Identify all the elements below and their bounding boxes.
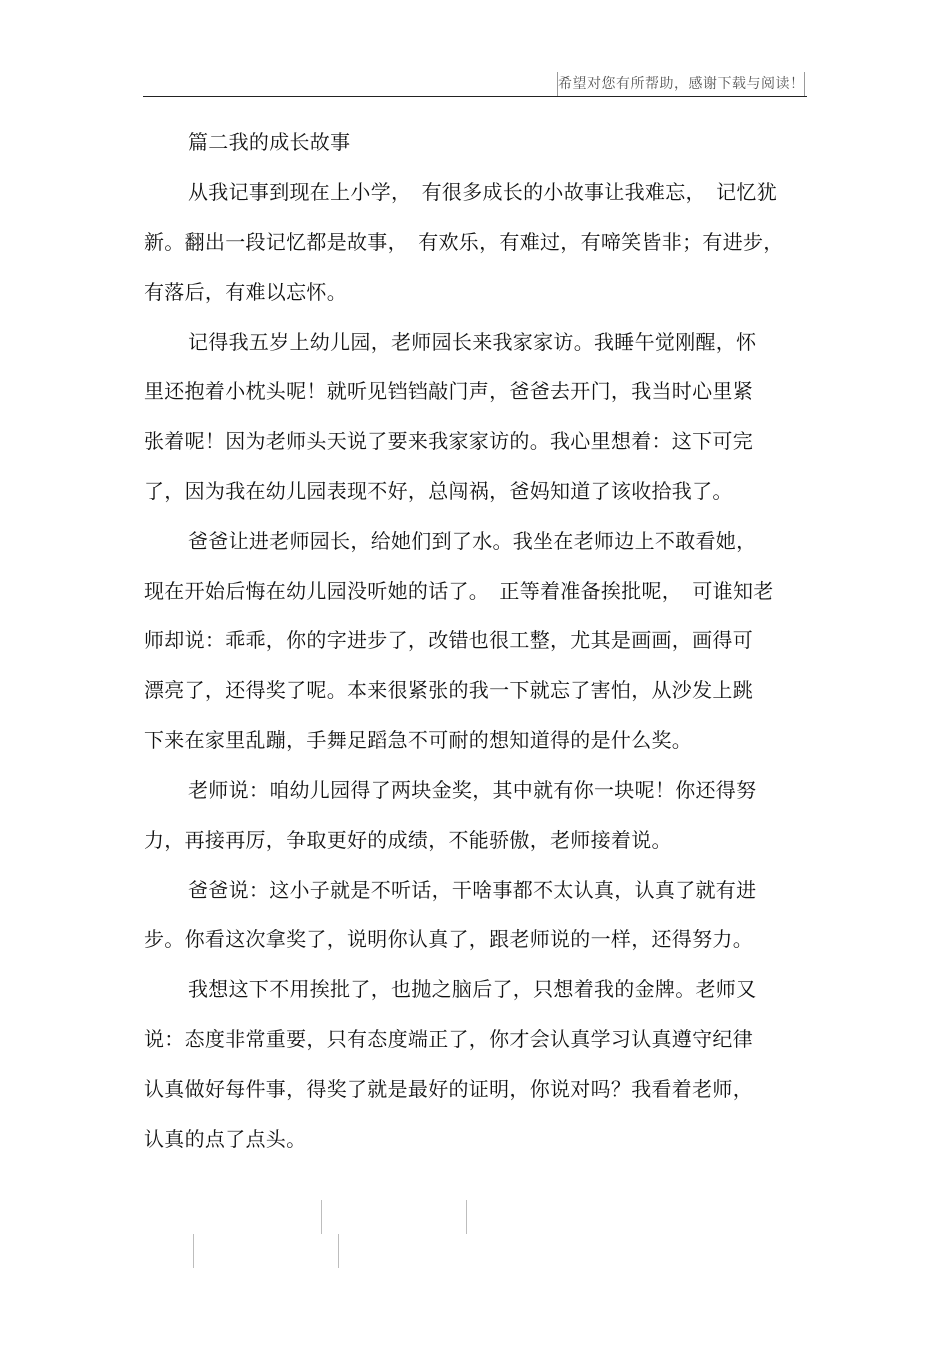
text-line: 从我记事到现在上小学， 有很多成长的小故事让我难忘， 记忆犹 bbox=[188, 180, 777, 204]
text-line: 认真做好每件事，得奖了就是最好的证明，你说对吗？我看着老师， bbox=[144, 1077, 753, 1101]
text-line: 下来在家里乱蹦，手舞足蹈急不可耐的想知道得的是什么奖。 bbox=[144, 728, 693, 752]
scan-mark bbox=[466, 1200, 467, 1234]
text-line: 我想这下不用挨批了，也抛之脑后了，只想着我的金牌。老师又 bbox=[188, 977, 757, 1001]
scan-mark bbox=[193, 1234, 194, 1268]
scan-mark bbox=[321, 1200, 322, 1234]
text-line: 爸爸让进老师园长，给她们到了水。我坐在老师边上不敢看她， bbox=[188, 529, 757, 553]
header-rule bbox=[143, 96, 807, 97]
text-line: 步。你看这次拿奖了，说明你认真了，跟老师说的一样，还得努力。 bbox=[144, 927, 753, 951]
text-line: 现在开始后悔在幼儿园没听她的话了。 正等着准备挨批呢， 可谁知老 bbox=[144, 579, 774, 603]
text-line: 新。翻出一段记忆都是故事， 有欢乐，有难过，有啼笑皆非；有进步， bbox=[144, 230, 784, 254]
text-line: 力，再接再厉，争取更好的成绩，不能骄傲，老师接着说。 bbox=[144, 828, 672, 852]
text-line: 老师说：咱幼儿园得了两块金奖，其中就有你一块呢！你还得努 bbox=[188, 778, 757, 802]
text-line: 里还抱着小枕头呢！就听见铛铛敲门声，爸爸去开门，我当时心里紧 bbox=[144, 379, 753, 403]
text-line: 爸爸说：这小子就是不听话，干啥事都不太认真，认真了就有进 bbox=[188, 878, 757, 902]
scan-mark bbox=[338, 1234, 339, 1268]
text-line: 漂亮了，还得奖了呢。本来很紧张的我一下就忘了害怕，从沙发上跳 bbox=[144, 678, 753, 702]
text-line: 有落后，有难以忘怀。 bbox=[144, 280, 347, 304]
text-line: 认真的点了点头。 bbox=[144, 1127, 307, 1151]
text-line: 师却说：乖乖，你的字进步了，改错也很工整，尤其是画画，画得可 bbox=[144, 628, 753, 652]
text-line: 说：态度非常重要，只有态度端正了，你才会认真学习认真遵守纪律 bbox=[144, 1027, 753, 1051]
text-line: 了，因为我在幼儿园表现不好，总闯祸，爸妈知道了该收拾我了。 bbox=[144, 479, 733, 503]
text-line: 记得我五岁上幼儿园，老师园长来我家家访。我睡午觉刚醒，怀 bbox=[188, 330, 757, 354]
text-line: 张着呢！因为老师头天说了要来我家家访的。我心里想着：这下可完 bbox=[144, 429, 753, 453]
document-title: 篇二我的成长故事 bbox=[188, 130, 351, 154]
header-note: 希望对您有所帮助，感谢下载与阅读！ bbox=[557, 72, 805, 96]
